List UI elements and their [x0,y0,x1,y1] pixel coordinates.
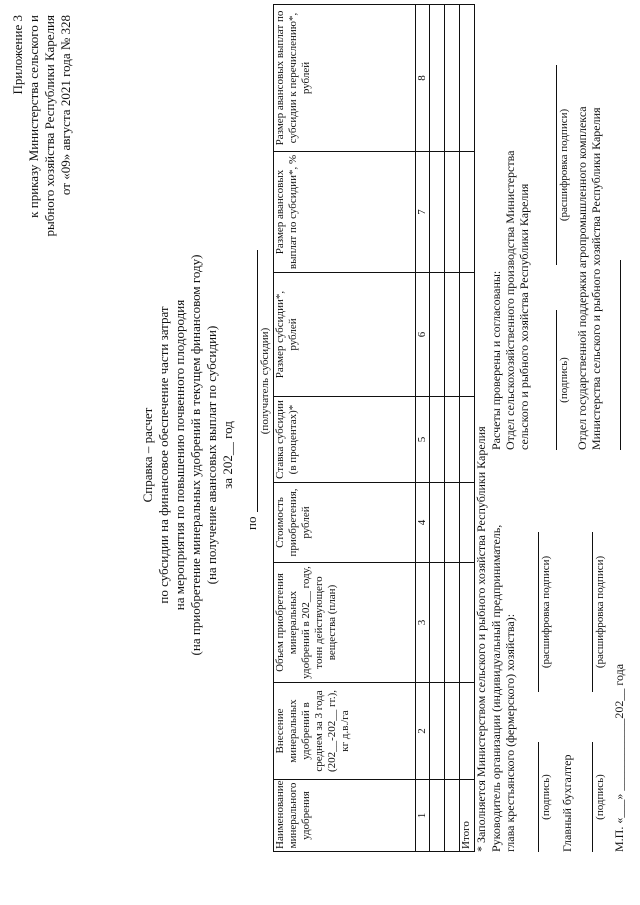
ministry-dept2-sign-line [620,260,621,450]
table-cell [460,152,475,273]
table-number-row [416,5,430,852]
header-cell: Размер авансовых выплат по субсидии*, % [274,152,416,273]
table-cell [430,683,445,780]
annex-line-1: Приложение 3 [10,15,25,95]
table-row [445,5,460,852]
table-cell [445,563,460,683]
title-line-3: на мероприятия по повышению почвенного плодородия [172,299,187,611]
table-cell [445,273,460,397]
recipient-prefix: по [244,516,259,530]
ministry-dept1-line-1: Отдел сельскохозяйственного производства Министерства [503,150,517,450]
accountant-decode-caption: (расшифровка подписи) [594,555,606,669]
header-cell: Объем приобретения минеральных удобрений в 202__ году, тонн действующего вещества (план) [274,563,416,683]
table-total-row [460,5,475,852]
accountant-label: Главный бухгалтер [560,754,574,852]
header-cell: Размер авансовых выплат по субсидии к перечислению*, рублей [274,5,416,152]
table-cell [460,273,475,397]
table-cell [445,780,460,852]
head-sign-line [538,742,539,852]
table-cell [430,483,445,563]
recipient-line [257,250,258,512]
table-cell [430,273,445,397]
annex-line-4: от «09» августа 2021 года № 328 [58,15,73,196]
table-cell [430,397,445,483]
annex-line-2: к приказу Министерства сельского и [26,15,41,218]
title-line-2: по субсидии на финансовое обеспечение части затрат [156,306,171,604]
column-number: 4 [416,483,430,563]
total-label: Итого [460,780,475,852]
ministry-sign-caption: (подпись) [558,357,570,403]
ministry-decode-line [556,65,557,265]
header-cell: Внесение минеральных удобрений в среднем за 3 года (202__-202__ гг.), кг д.в./га [274,683,416,780]
table-row [430,5,445,852]
accountant-sign-line [592,742,593,852]
head-decode-caption: (расшифровка подписи) [540,555,552,669]
document-title [140,155,236,755]
ministry-dept1-line-2: сельского и рыбного хозяйства Республики Карелия [517,183,531,450]
calculation-table [273,4,475,852]
column-number: 1 [416,780,430,852]
head-decode-line [538,532,539,692]
head-line-1: Руководитель организации (индивидуальный предприниматель, [489,524,503,852]
header-cell: Наименование минерального удобрения [274,780,416,852]
recipient-caption: (получатель субсидии) [259,327,271,435]
table-cell [445,152,460,273]
table-cell [445,5,460,152]
column-number: 3 [416,563,430,683]
column-number: 2 [416,683,430,780]
column-number: 6 [416,273,430,397]
head-line-2: глава крестьянского (фермерского) хозяйства): [503,613,517,852]
header-cell: Ставка субсидии (в процентах)* [274,397,416,483]
ministry-dept2-line-2: Министерства сельского и рыбного хозяйства Республики Карелия [589,107,603,450]
annex-line-3: рыбного хозяйства Республики Карелия [42,15,57,237]
header-cell: Размер субсидии*, рублей [274,273,416,397]
table-cell [430,5,445,152]
stamp-date: М.П. «___» ____________202__ года [612,663,626,852]
title-line-1: Справка – расчет [140,407,155,503]
column-number: 7 [416,152,430,273]
table-cell [460,483,475,563]
ministry-sign-line [556,310,557,450]
title-line-4: (на приобретение минеральных удобрений в текущем финансовом году) [188,254,203,656]
column-number: 5 [416,397,430,483]
table-cell [430,563,445,683]
table-cell [445,397,460,483]
column-number: 8 [416,5,430,152]
table-cell [460,683,475,780]
ministry-agreed: Расчеты проверены и согласованы: [489,270,503,450]
header-cell: Стоимость приобретения, рублей [274,483,416,563]
table-cell [430,152,445,273]
table-cell [445,683,460,780]
table-cell [460,563,475,683]
accountant-sign-caption: (подпись) [594,774,606,820]
table-cell [460,397,475,483]
table-cell [460,5,475,152]
table-cell [430,780,445,852]
table-header-row [274,5,416,852]
accountant-decode-line [592,532,593,692]
title-line-6: за 202__ год [220,421,235,489]
head-sign-caption: (подпись) [540,774,552,820]
footnote: * Заполняется Министерством сельского и рыбного хозяйства Республики Карелия [474,426,488,852]
ministry-dept2-line-1: Отдел государственной поддержки агропромышленного комплекса [575,106,589,450]
annex-header [10,15,74,345]
table-cell [445,483,460,563]
ministry-decode-caption: (расшифровка подписи) [558,108,570,222]
title-line-5: (на получение авансовых выплат по субсидии) [204,325,219,585]
